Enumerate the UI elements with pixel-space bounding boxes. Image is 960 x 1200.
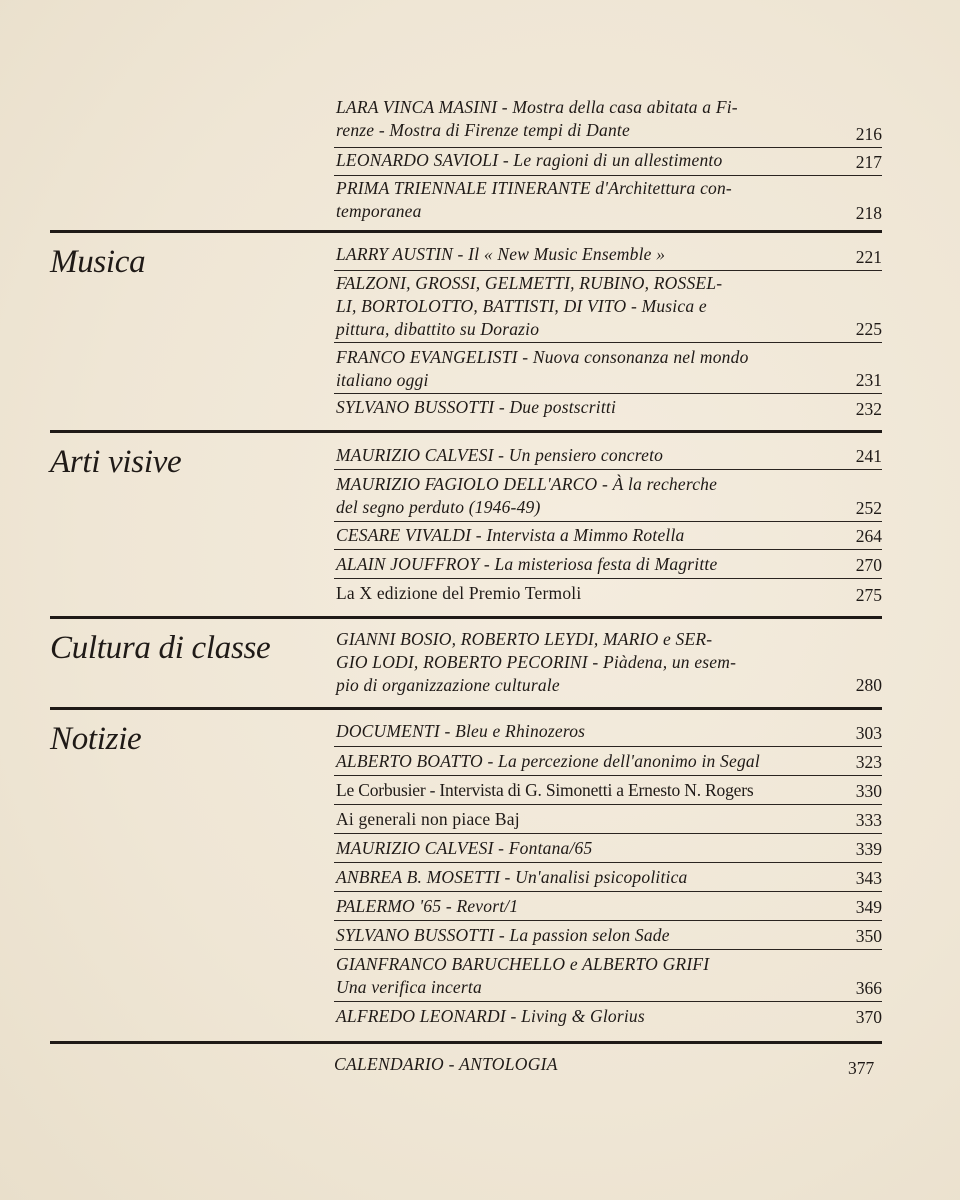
entry-page: 218 [855,203,882,223]
entry-page: 280 [855,675,882,695]
toc-entry [334,866,882,892]
entry-page: 216 [855,124,882,144]
toc-entry [334,582,882,608]
entry-text: ALBERTO BOATTO - La percezione dell'anonimo in Segal [336,751,760,771]
toc-entry [334,346,882,394]
entry-text: CESARE VIVALDI - Intervista a Mimmo Rotella [336,525,685,545]
entry-text: La X edizione del Premio Termoli [336,583,582,603]
entry-text: GIANNI BOSIO, ROBERTO LEYDI, MARIO e SER- GIO LODI, ROBERTO PECORINI - Piàdena, un esem- pio di organizzazione culturale [336,629,737,695]
entry-page: 231 [855,370,882,390]
toc-entry [334,628,882,698]
toc-entry [334,750,882,776]
section-title-arti-visive: Arti visive [50,444,182,480]
entry-text: MAURIZIO CALVESI - Un pensiero concreto [336,445,664,465]
entry-text: LARRY AUSTIN - Il « New Music Ensemble » [336,244,666,264]
toc-entry [334,837,882,863]
entry-page: 343 [855,868,882,888]
entry-text: FALZONI, GROSSI, GELMETTI, RUBINO, ROSSEL- LI, BORTOLOTTO, BATTISTI, DI VITO - Musica e pittura, dibattito su Dorazio [336,273,723,339]
section-title-notizie: Notizie [50,721,142,757]
entry-text: Le Corbusier - Intervista di G. Simonetti a Ernesto N. Rogers [336,780,754,800]
section-divider [50,1041,882,1044]
section-divider [50,616,882,619]
entry-page: 366 [855,978,882,998]
entry-text: LEONARDO SAVIOLI - Le ragioni di un allestimento [336,150,723,170]
toc-entry [334,96,882,148]
entry-text: SYLVANO BUSSOTTI - La passion selon Sade [336,925,670,945]
entry-page: 275 [855,585,882,605]
toc-entry [334,524,882,550]
toc-entry [334,1005,882,1030]
toc-entry [334,553,882,579]
entry-text: ANBREA B. MOSETTI - Un'analisi psicopolitica [336,867,688,887]
entry-page: 350 [855,926,882,946]
section-title-cultura-di-classe: Cultura di classe [50,630,271,666]
entry-text: ALAIN JOUFFROY - La misteriosa festa di Magritte [336,554,718,574]
entry-text: DOCUMENTI - Bleu e Rhinozeros [336,721,586,741]
entry-text: SYLVANO BUSSOTTI - Due postscritti [336,397,617,417]
entry-page: 370 [855,1007,882,1027]
final-entry-page: 377 [848,1058,875,1078]
entry-text: Ai generali non piace Baj [336,809,520,829]
toc-entry [334,953,882,1002]
toc-entry [334,779,882,805]
section-divider [50,230,882,233]
final-entry-text: CALENDARIO - ANTOLOGIA [334,1054,558,1074]
entry-text: PALERMO '65 - Revort/1 [336,896,519,916]
entry-page: 252 [855,498,882,518]
entry-text: FRANCO EVANGELISTI - Nuova consonanza nel mondo italiano oggi [336,347,749,390]
entry-text: MAURIZIO FAGIOLO DELL'ARCO - À la recherche del segno perduto (1946-49) [336,474,718,517]
toc-entry [334,177,882,226]
entry-page: 232 [855,399,882,419]
toc-entry [334,444,882,470]
toc-entry [334,720,882,747]
entry-page: 349 [855,897,882,917]
entry-text: ALFREDO LEONARDI - Living & Glorius [336,1006,645,1026]
section-title-musica: Musica [50,244,146,280]
section-divider [50,430,882,433]
section-divider [50,707,882,710]
toc-entry [334,396,882,422]
entry-page: 264 [855,526,882,546]
entry-text: PRIMA TRIENNALE ITINERANTE d'Architettura con- temporanea [336,178,732,221]
toc-entry [334,149,882,176]
entry-page: 225 [855,319,882,339]
entry-page: 303 [855,723,882,743]
toc-entry [334,924,882,950]
entry-page: 339 [855,839,882,859]
entry-text: MAURIZIO CALVESI - Fontana/65 [336,838,593,858]
entry-text: LARA VINCA MASINI - Mostra della casa abitata a Fi- renze - Mostra di Firenze tempi di Dante [336,97,738,140]
toc-entry [334,895,882,921]
entry-page: 333 [855,810,882,830]
entry-text: GIANFRANCO BARUCHELLO e ALBERTO GRIFI Una verifica incerta [336,954,710,997]
entry-page: 241 [855,446,882,466]
toc-entry [334,243,882,271]
toc-entry [334,808,882,834]
entry-page: 270 [855,555,882,575]
entry-page: 217 [855,152,882,172]
toc-entry [334,272,882,343]
entry-page: 323 [855,752,882,772]
entry-page: 221 [855,247,882,267]
entry-page: 330 [855,781,882,801]
toc-entry [334,473,882,522]
